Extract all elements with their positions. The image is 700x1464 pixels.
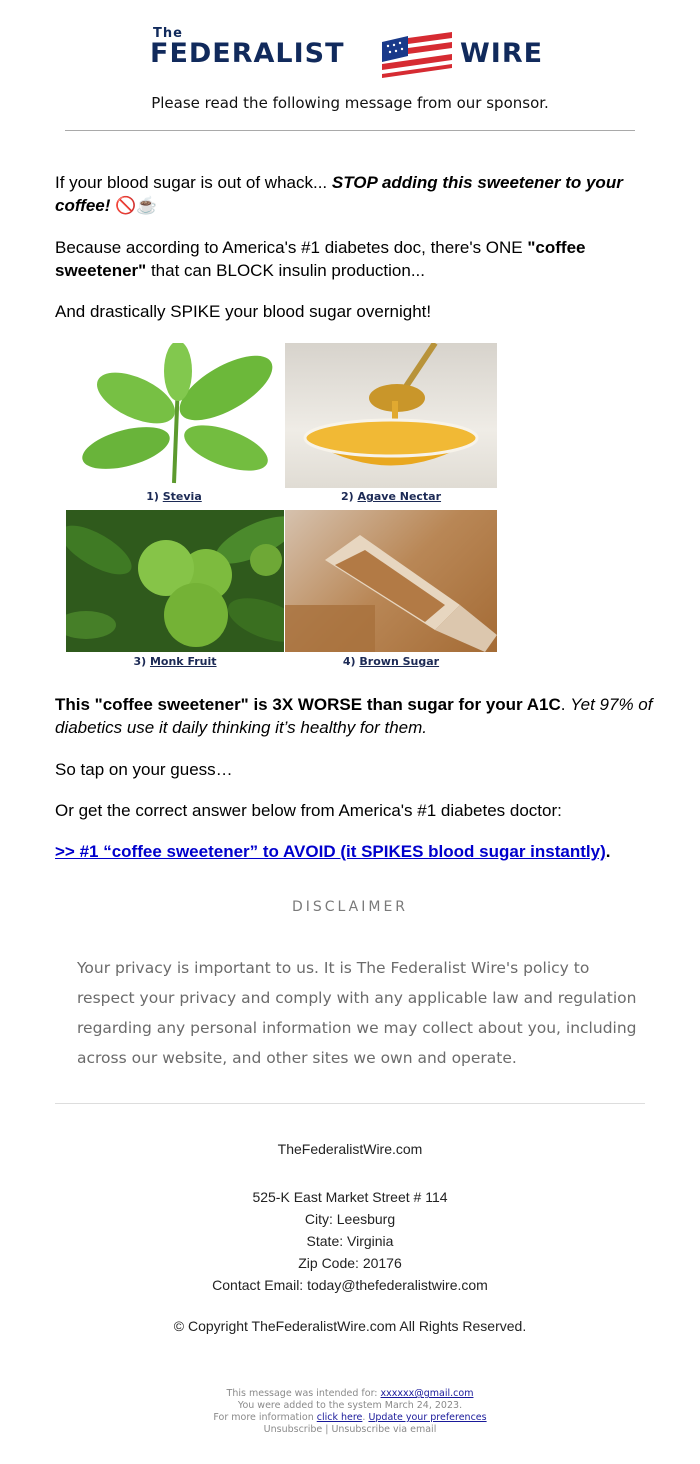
worse-italic-text: Yet 97% of diabetics use it daily thinking it’s healthy for them. xyxy=(55,695,653,737)
fineprint-intended-prefix: This message was intended for: xyxy=(226,1388,381,1399)
agave-nectar-image[interactable] xyxy=(285,343,497,488)
doctor-end-text: that can BLOCK insulin production... xyxy=(146,261,425,280)
option-2-caption xyxy=(285,490,497,503)
monk-fruit-image[interactable] xyxy=(66,510,284,652)
fineprint-added-line: You were added to the system March 24, 2023. xyxy=(237,1400,463,1411)
logo-wire-text: WIRE xyxy=(460,38,544,69)
option-3-number: 3) xyxy=(133,655,150,668)
footer-state: State: Virginia xyxy=(306,1233,394,1249)
cta-paragraph xyxy=(55,840,675,863)
footer-site-name: TheFederalistWire.com xyxy=(277,1141,423,1157)
disclaimer-title: DISCLAIMER xyxy=(291,899,409,915)
footer-city: City: Leesburg xyxy=(304,1211,396,1227)
logo-federalist-text: FEDERALIST xyxy=(150,38,345,69)
cta-end-text: . xyxy=(605,842,611,861)
spike-paragraph: And drastically SPIKE your blood sugar overnight! xyxy=(55,302,432,321)
option-2-number: 2) xyxy=(340,490,358,503)
option-1-caption xyxy=(66,490,282,503)
federalist-wire-logo[interactable] xyxy=(150,26,550,82)
footer-zip: Zip Code: 20176 xyxy=(298,1255,402,1271)
honey-bowl-icon xyxy=(285,343,497,488)
doctor-paragraph xyxy=(55,236,655,282)
click-here-link[interactable]: click here xyxy=(316,1412,363,1423)
sugar-scoop-icon xyxy=(285,510,497,652)
intro-emphasis-text: STOP adding this sweetener to your coffee! xyxy=(55,173,623,215)
option-4-caption xyxy=(285,655,497,668)
sponsor-message: Please read the following message from our sponsor. xyxy=(151,94,549,112)
stevia-image[interactable] xyxy=(66,343,282,488)
stevia-leaf-icon xyxy=(66,343,282,488)
option-4-link[interactable]: Brown Sugar xyxy=(359,655,440,668)
fineprint-more-line xyxy=(0,1412,700,1424)
footer-contact-email: Contact Email: today@thefederalistwire.com xyxy=(212,1277,488,1293)
recipient-email-link[interactable]: xxxxxx@gmail.com xyxy=(380,1388,474,1399)
option-4-number: 4) xyxy=(342,655,360,668)
cta-link[interactable]: >> #1 “coffee sweetener” to AVOID (it SPIKES blood sugar instantly) xyxy=(55,842,606,861)
flag-icon xyxy=(378,32,454,80)
header-divider xyxy=(65,130,635,131)
footer-divider xyxy=(55,1103,645,1104)
fineprint-separator: . xyxy=(362,1412,369,1423)
intro-plain-text: If your blood sugar is out of whack... xyxy=(55,173,332,192)
fineprint-intended-line xyxy=(0,1388,700,1400)
doctor-bold-text: "coffee sweetener" xyxy=(55,238,586,280)
doctor-plain-text: Because according to America's #1 diabetes doc, there's ONE xyxy=(55,238,528,257)
correct-answer-paragraph: Or get the correct answer below from America's #1 diabetes doctor: xyxy=(55,801,562,820)
option-2-link[interactable]: Agave Nectar xyxy=(357,490,442,503)
intro-paragraph xyxy=(55,171,655,217)
update-preferences-link[interactable]: Update your preferences xyxy=(368,1412,487,1423)
footer-address: 525-K East Market Street # 114 xyxy=(252,1189,448,1205)
option-1-number: 1) xyxy=(146,490,163,503)
no-coffee-emoji-icon: 🚫☕ xyxy=(115,196,158,215)
logo-the-text: The xyxy=(153,26,183,41)
fineprint-block xyxy=(0,1388,700,1436)
option-3-link[interactable]: Monk Fruit xyxy=(149,655,217,668)
worse-than-sugar-paragraph xyxy=(55,693,655,739)
disclaimer-text: Your privacy is important to us. It is The Federalist Wire's policy to respect your privacy and comply with any applicable law and regulation regarding any personal information we may collect about you, including across our website, and other sites we own and operate. xyxy=(77,959,637,1067)
brown-sugar-image[interactable] xyxy=(285,510,497,652)
option-1-link[interactable]: Stevia xyxy=(162,490,202,503)
monk-fruit-icon xyxy=(66,510,284,652)
footer-address-block xyxy=(0,1186,700,1296)
unsubscribe-links[interactable]: Unsubscribe | Unsubscribe via email xyxy=(263,1424,437,1435)
worse-bold-text: This "coffee sweetener" is 3X WORSE than sugar for your A1C xyxy=(55,695,561,714)
footer-copyright: © Copyright TheFederalistWire.com All Rights Reserved. xyxy=(173,1318,527,1334)
fineprint-more-prefix: For more information xyxy=(213,1412,317,1423)
worse-dot-text: . xyxy=(560,695,571,714)
tap-guess-paragraph: So tap on your guess… xyxy=(55,760,233,779)
option-3-caption xyxy=(66,655,284,668)
